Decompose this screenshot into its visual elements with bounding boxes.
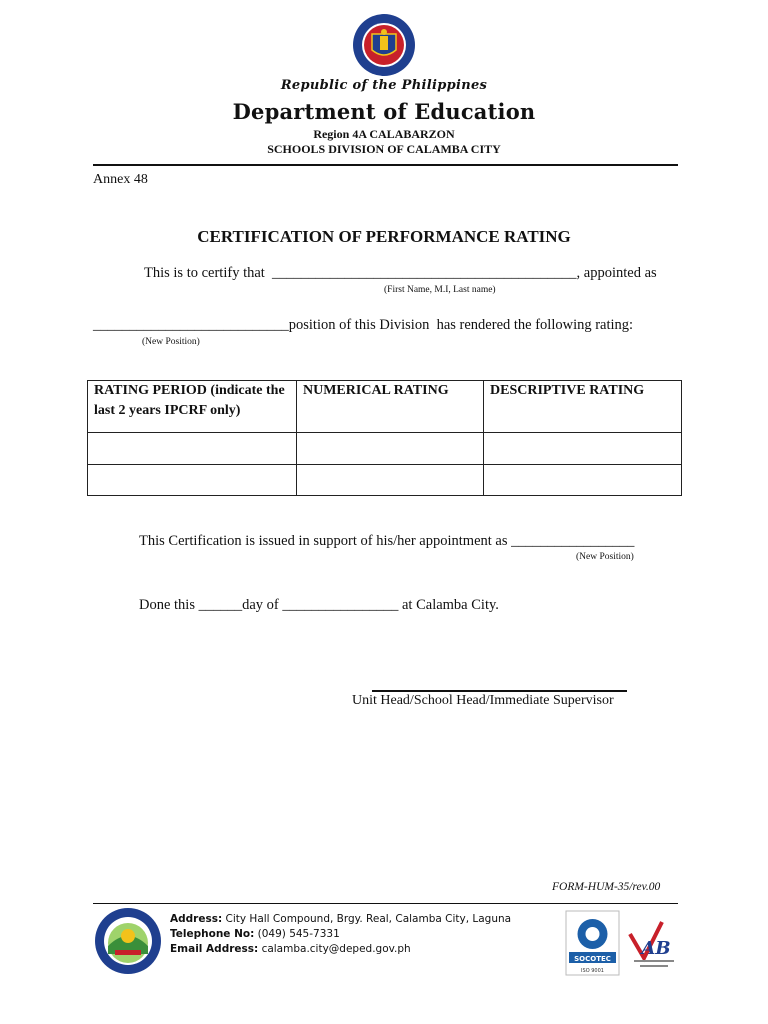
address-row <box>170 912 511 927</box>
table-header-row <box>88 381 682 433</box>
division-logo <box>93 906 163 976</box>
support-caption: (New Position) <box>576 552 634 562</box>
signature-label: Unit Head/School Head/Immediate Supervisor <box>352 693 614 708</box>
certify-line: This is to certify that __________________________________________, appointed as <box>144 265 657 281</box>
table-row <box>88 433 682 465</box>
table-cell[interactable] <box>297 433 484 465</box>
table-cell[interactable] <box>88 465 297 496</box>
table-cell[interactable] <box>484 433 682 465</box>
done-line: Done this ______day of ________________ at Calamba City. <box>139 597 499 613</box>
ab-text: AB <box>641 938 671 959</box>
footer-contact <box>170 912 511 957</box>
signature-line <box>372 690 627 692</box>
document-title: CERTIFICATION OF PERFORMANCE RATING <box>197 227 571 246</box>
name-caption: (First Name, M.I, Last name) <box>384 285 496 295</box>
form-code: FORM-HUM-35/rev.00 <box>552 881 661 893</box>
table-cell[interactable] <box>484 465 682 496</box>
table-row <box>88 465 682 496</box>
division-heading: SCHOOLS DIVISION OF CALAMBA CITY <box>267 142 501 156</box>
table-cell[interactable] <box>88 433 297 465</box>
footer-divider <box>93 903 678 904</box>
socotec-certification-logo <box>565 910 620 976</box>
header-divider <box>93 164 678 166</box>
socotec-text: SOCOTEC <box>574 955 611 963</box>
header-rating-period: RATING PERIOD (indicate the last 2 years IPCRF only) <box>88 381 297 433</box>
position-caption: (New Position) <box>142 337 200 347</box>
address-label: Address: <box>170 913 223 925</box>
annex-label: Annex 48 <box>93 172 148 187</box>
deped-seal <box>336 12 432 78</box>
header-numerical-rating: NUMERICAL RATING <box>297 381 484 433</box>
email-row <box>170 942 511 957</box>
position-line: ___________________________position of this Division has rendered the following rating: <box>93 317 634 333</box>
table-cell[interactable] <box>297 465 484 496</box>
ab-accreditation-logo <box>622 914 680 972</box>
email-value[interactable]: calamba.city@deped.gov.ph <box>261 943 411 955</box>
email-label: Email Address: <box>170 943 259 955</box>
region-heading: Region 4A CALABARZON <box>313 127 455 141</box>
iso-text: ISO 9001 <box>581 968 604 974</box>
rating-table <box>87 380 682 496</box>
address-value: City Hall Compound, Brgy. Real, Calamba City, Laguna <box>225 913 512 925</box>
telephone-label: Telephone No: <box>170 928 255 940</box>
telephone-value: (049) 545-7331 <box>257 928 340 940</box>
support-line: This Certification is issued in support of his/her appointment as _________________ <box>139 533 635 549</box>
republic-heading: Republic of the Philippines <box>280 78 488 93</box>
department-heading: Department of Education <box>232 99 536 124</box>
header-descriptive-rating: DESCRIPTIVE RATING <box>484 381 682 433</box>
telephone-row <box>170 927 511 942</box>
